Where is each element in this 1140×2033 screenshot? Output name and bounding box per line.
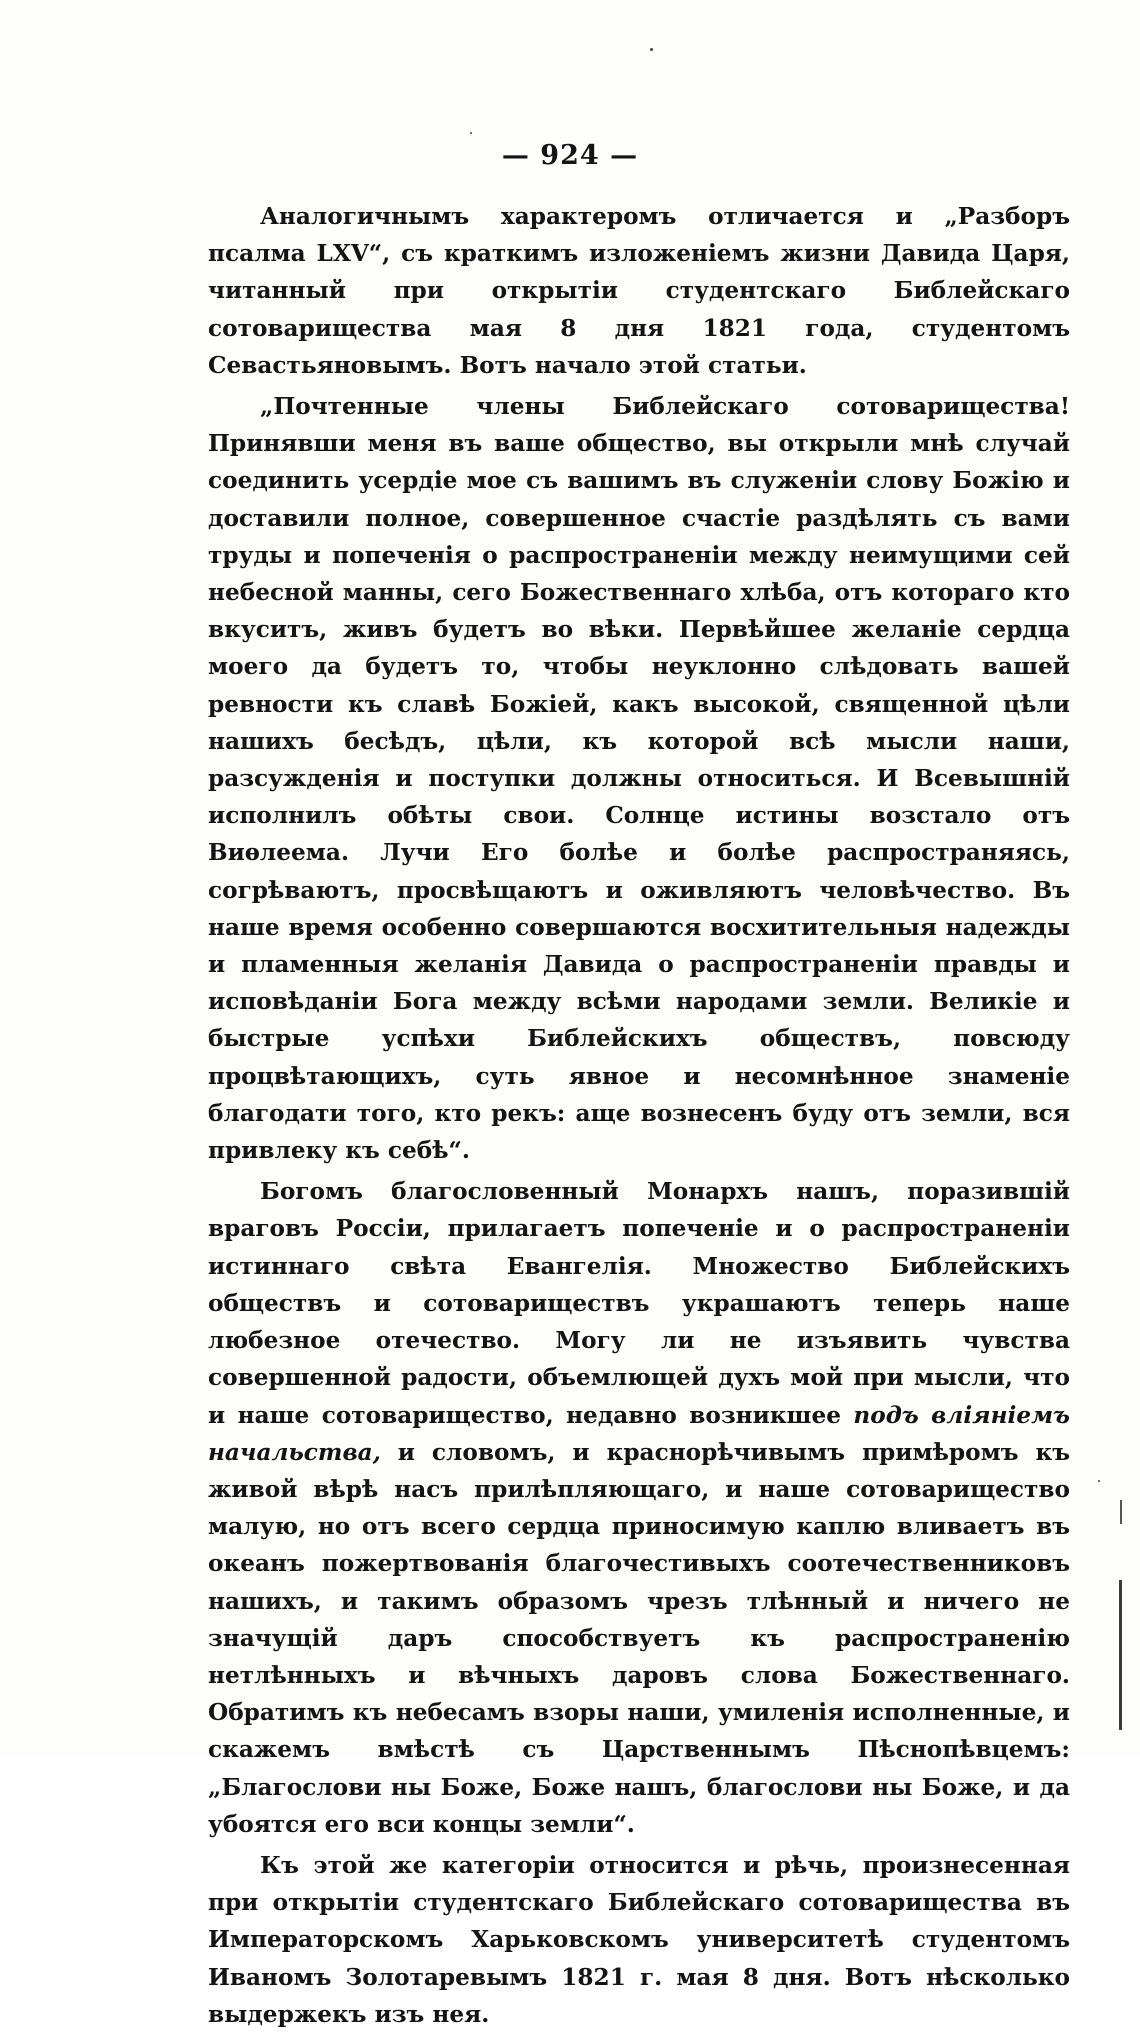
body-text: [208, 198, 1070, 2033]
paragraph-3-text-before: Богомъ благословенный Монархъ нашъ, поразившій враговъ Россіи, прилагаетъ попеченіе и о распространеніи истиннаго свѣта Евангелія. Множество Библейскихъ обществъ и сотовариществъ украшаютъ теперь наше любезное отечество. Могу ли не изъявить чувства совершенной радости, объемлющей духъ мой при мысли, что и наше сотоварищество, недавно возникшее: [208, 1178, 1070, 1429]
scan-edge-mark: [1120, 1500, 1122, 1524]
paragraph-4: Къ этой же категоріи относится и рѣчь, произнесенная при открытіи студентскаго Библейскаго сотоварищества въ Императорскомъ Харьковскомъ университетѣ студентомъ Иваномъ Золотаревымъ 1821 г. мая 8 дня. Вотъ нѣсколько выдержекъ изъ нея.: [208, 1851, 1070, 2028]
scan-speck: [1098, 1480, 1100, 1482]
scan-speck: [650, 48, 653, 51]
scan-edge-line: [1119, 1580, 1122, 1730]
page-number: — 924 —: [501, 140, 639, 171]
paragraph-2: „Почтенные члены Библейскаго сотоварищества! Принявши меня въ ваше общество, вы открыли мнѣ случай соединить усердіе мое съ вашимъ въ служеніи слову Божію и доставили полное, совершенное счастіе раздѣлять съ вами труды и попеченія о распространеніи между неимущими сей небесной манны, сего Божественнаго хлѣба, отъ котораго кто вкуситъ, живъ будетъ во вѣки. Первѣйшее желаніе сердца моего да будетъ то, чтобы неуклонно слѣдовать вашей ревности къ славѣ Божіей, какъ высокой, священной цѣли нашихъ бесѣдъ, цѣли, къ которой всѣ мысли наши, разсужденія и поступки должны относиться. И Всевышній исполнилъ обѣты свои. Солнце истины возстало отъ Виѳлеема. Лучи Его болѣе и болѣе распространяясь, согрѣваютъ, просвѣщаютъ и оживляютъ человѣчество. Въ наше время особенно совершаются восхитительныя надежды и пламенныя желанія Давида о распространеніи правды и исповѣданіи Бога между всѣми народами земли. Великіе и быстрые успѣхи Библейскихъ обществъ, повсюду процвѣтающихъ, суть явное и несомнѣнное знаменіе благодати того, кто рекъ: аще вознесенъ буду отъ земли, вся привлеку къ себѣ“.: [208, 393, 1070, 1165]
paragraph-3: [208, 1173, 1070, 1843]
scan-speck: [470, 132, 472, 134]
paragraph-3-italic-phrase: подъ вліяніемъ начальства,: [208, 1401, 1070, 1466]
paragraph-3-text-after: и словомъ, и краснорѣчивымъ примѣромъ къ живой вѣрѣ насъ прилѣпляющаго, и наше сотоварищество малую, но отъ всего сердца приносимую каплю вливаетъ въ океанъ пожертвованія благочестивыхъ соотечественниковъ нашихъ, и такимъ образомъ чрезъ тлѣнный и ничего не значущій даръ способствуетъ къ распространенію нетлѣнныхъ и вѣчныхъ даровъ слова Божественнаго. Обратимъ къ небесамъ взоры наши, умиленія исполненные, и скажемъ вмѣстѣ съ Царственнымъ Пѣснопѣвцемъ: „Благослови ны Боже, Боже нашъ, благослови ны Боже, и да убоятся его вси концы земли“.: [208, 1438, 1071, 1838]
paragraph-1: Аналогичнымъ характеромъ отличается и „Разборъ псалма LXV“, съ краткимъ изложеніемъ жизни Давида Царя, читанный при открытіи студентскаго Библейскаго сотоварищества мая 8 дня 1821 года, студентомъ Севастьяновымъ. Вотъ начало этой статьи.: [208, 203, 1070, 379]
